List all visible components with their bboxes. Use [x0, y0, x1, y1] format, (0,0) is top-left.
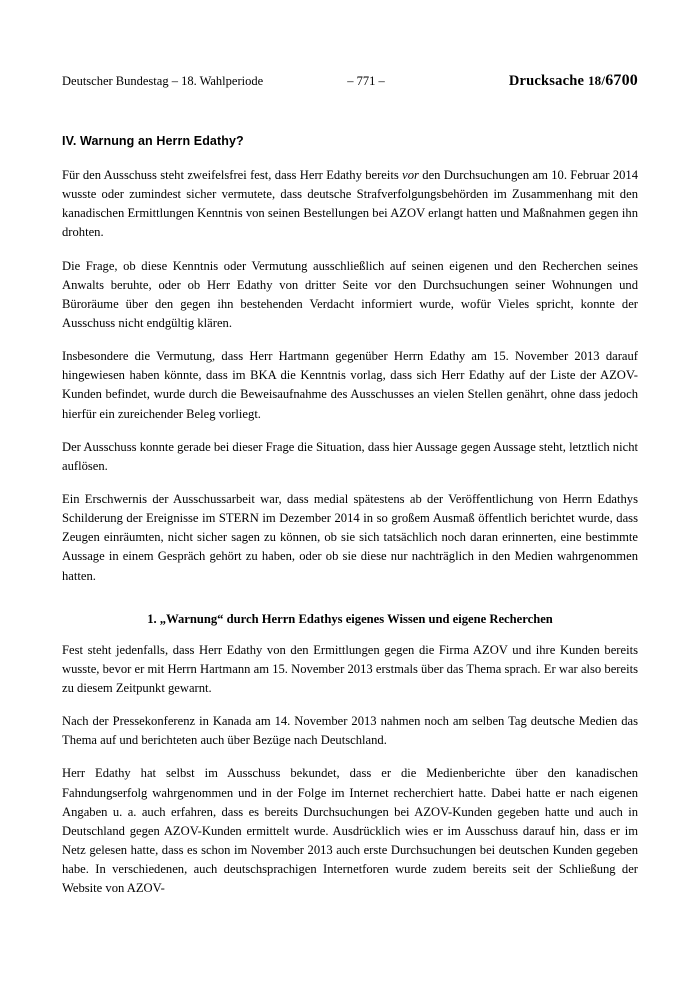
page-header: [62, 72, 638, 90]
header-drucksache-period: 18/: [587, 73, 606, 88]
header-parliament-label: Deutscher Bundestag – 18. Wahlperiode: [62, 74, 264, 88]
document-body: [62, 134, 638, 898]
paragraph: Nach der Pressekonferenz in Kanada am 14. November 2013 nahmen noch am selben Tag deutsche Medien das Thema auf und berichteten auch über Bezüge nach Deutschland.: [62, 714, 638, 748]
header-page-number: – 771 –: [347, 74, 385, 88]
paragraph: Fest steht jedenfalls, dass Herr Edathy von den Ermittlungen gegen die Firma AZOV und ihre Kunden bereits wusste, bevor er mit Herrn Hartmann am 15. November 2013 erstmals über das Thema sprach. Er war also bereits zu diesem Zeitpunkt gewarnt.: [62, 642, 638, 695]
header-document-reference: [509, 72, 638, 90]
paragraph: Ein Erschwernis der Ausschussarbeit war, dass medial spätestens ab der Veröffentlichung von Herrn Edathys Schilderung der Ereignisse im STERN im Dezember 2014 in so großem Ausmaß öffentlich berichtet wurde, dass Zeugen einräumten, nicht sicher sagen zu können, ob sie sich tatsächlich noch daran erinnerten, eine bestimmte Aussage in einem Gespräch gehört zu haben, oder ob sie diese nur nachträglich in den Medien wahrgenommen hatten.: [62, 491, 638, 583]
paragraph: Herr Edathy hat selbst im Ausschuss bekundet, dass er die Medienberichte über den kanadischen Fahndungserfolg wahrgenommen und in der Folge im Internet recherchiert hatte. Dabei hatte er nach eigenen Angaben u. a. auch erfahren, dass es bereits Durchsuchungen bei AZOV-Kunden gegeben hatte und auch in Deutschland gegen AZOV-Kunden ermittelt wurde. Ausdrücklich wies er im Ausschuss darauf hin, dass er im Netz gelesen hatte, dass es schon im November 2013 auch erste Durchsuchungen bei deutschen Kunden gegeben habe. In verschiedenen, auch deutschsprachigen Internetforen wurde zudem bereits seit der Schließung der Website von AZOV-: [62, 766, 638, 896]
section-heading: IV. Warnung an Herrn Edathy?: [62, 134, 244, 148]
paragraph: Der Ausschuss konnte gerade bei dieser Frage die Situation, dass hier Aussage gegen Aussage steht, letztlich nicht auflösen.: [62, 439, 638, 473]
header-drucksache-number: 6700: [605, 72, 638, 89]
paragraph: Insbesondere die Vermutung, dass Herr Hartmann gegenüber Herrn Edathy am 15. November 2013 darauf hingewiesen haben könnte, dass im BKA die Kenntnis vorlag, dass sich Herr Edathy auf der Liste der AZOV-Kunden befindet, wurde durch die Beweisaufnahme des Ausschusses an vielen Stellen genährt, ohne dass jedoch hierfür ein zureichender Beleg vorliegt.: [62, 349, 638, 421]
header-drucksache-label: Drucksache: [508, 73, 585, 89]
paragraph: Die Frage, ob diese Kenntnis oder Vermutung ausschließlich auf seinen eigenen und den Recherchen seines Anwalts beruhte, oder ob Herr Edathy von dritter Seite vor den Durchsuchungen seiner Wohnungen und Büroräume über den gegen ihn bestehenden Verdacht informiert wurde, wofür Vieles spricht, konnte der Ausschuss nicht endgültig klären.: [62, 258, 638, 330]
paragraph: Für den Ausschuss steht zweifelsfrei fest, dass Herr Edathy bereits vor den Durchsuchungen am 10. Februar 2014 wusste oder zumindest sicher vermutete, dass deutsche Strafverfolgungsbehörden im Zusammenhang mit den kanadischen Ermittlungen Kenntnis von seinen Bestellungen bei AZOV erlangt hatten und Maßnahmen gegen ihn drohten.: [62, 168, 639, 240]
subsection-heading: 1. „Warnung“ durch Herrn Edathys eigenes Wissen und eigene Recherchen: [147, 611, 553, 626]
